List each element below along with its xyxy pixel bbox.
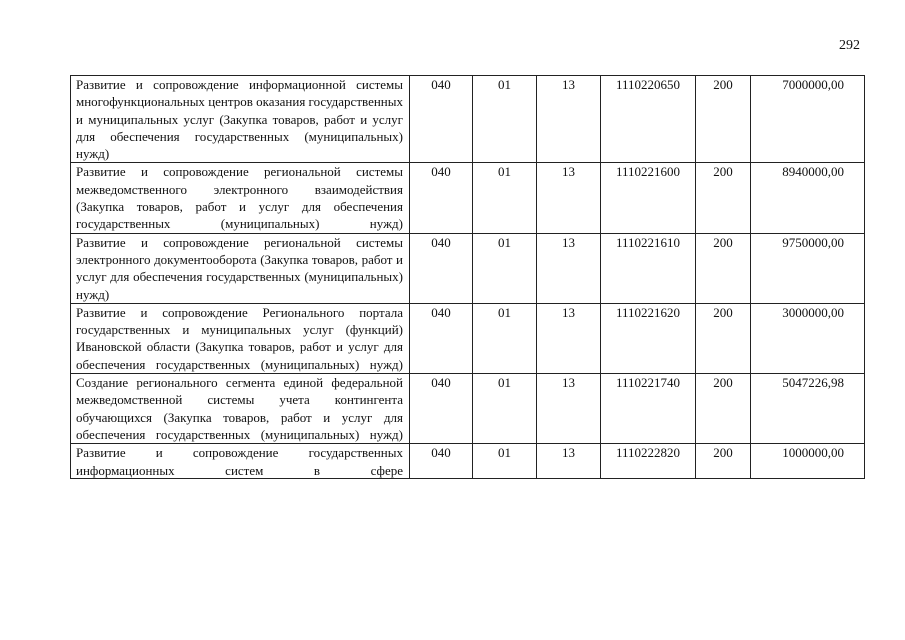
section-code: 01: [473, 163, 537, 233]
target-article-code: 1110221610: [601, 233, 696, 303]
subsection-code: 13: [537, 444, 601, 479]
row-description: Развитие и сопровождение информационной системы многофункциональных центров оказания государственных и муниципальных услуг (Закупка товаров, работ и услуг для обеспечения государственных (муниципальных) нужд): [71, 76, 410, 163]
row-description: Развитие и сопровождение Регионального портала государственных и муниципальных услуг (функций) Ивановской области (Закупка товаров, работ и услуг для обеспечения государственных (муниципальных) нужд): [71, 303, 410, 373]
table-row: [71, 233, 865, 303]
table-row: [71, 444, 865, 479]
amount: 9750000,00: [751, 233, 865, 303]
amount: 7000000,00: [751, 76, 865, 163]
amount: 5047226,98: [751, 374, 865, 444]
row-description: Развитие и сопровождение региональной системы электронного документооборота (Закупка товаров, работ и услуг для обеспечения государственных (муниципальных) нужд): [71, 233, 410, 303]
expense-type-code: 200: [696, 303, 751, 373]
row-description: Развитие и сопровождение государственных информационных систем в сфере: [71, 444, 410, 479]
ministry-code: 040: [410, 233, 473, 303]
table-row: [71, 303, 865, 373]
section-code: 01: [473, 76, 537, 163]
ministry-code: 040: [410, 444, 473, 479]
amount: 1000000,00: [751, 444, 865, 479]
subsection-code: 13: [537, 374, 601, 444]
subsection-code: 13: [537, 303, 601, 373]
table-row: [71, 76, 865, 163]
expense-type-code: 200: [696, 444, 751, 479]
target-article-code: 1110222820: [601, 444, 696, 479]
target-article-code: 1110221620: [601, 303, 696, 373]
section-code: 01: [473, 374, 537, 444]
row-description: Создание регионального сегмента единой федеральной межведомственной системы учета контингента обучающихся (Закупка товаров, работ и услуг для обеспечения государственных (муниципальных) нужд): [71, 374, 410, 444]
ministry-code: 040: [410, 374, 473, 444]
amount: 8940000,00: [751, 163, 865, 233]
section-code: 01: [473, 444, 537, 479]
expense-type-code: 200: [696, 163, 751, 233]
ministry-code: 040: [410, 163, 473, 233]
subsection-code: 13: [537, 163, 601, 233]
expense-type-code: 200: [696, 233, 751, 303]
row-description: Развитие и сопровождение региональной системы межведомственного электронного взаимодействия (Закупка товаров, работ и услуг для обеспечения государственных (муниципальных) нужд): [71, 163, 410, 233]
expense-type-code: 200: [696, 374, 751, 444]
page-number: 292: [839, 38, 860, 53]
budget-table: [70, 75, 865, 479]
target-article-code: 1110220650: [601, 76, 696, 163]
table-row: [71, 374, 865, 444]
target-article-code: 1110221740: [601, 374, 696, 444]
section-code: 01: [473, 303, 537, 373]
amount: 3000000,00: [751, 303, 865, 373]
subsection-code: 13: [537, 76, 601, 163]
table-row: [71, 163, 865, 233]
ministry-code: 040: [410, 76, 473, 163]
target-article-code: 1110221600: [601, 163, 696, 233]
subsection-code: 13: [537, 233, 601, 303]
expense-type-code: 200: [696, 76, 751, 163]
ministry-code: 040: [410, 303, 473, 373]
section-code: 01: [473, 233, 537, 303]
